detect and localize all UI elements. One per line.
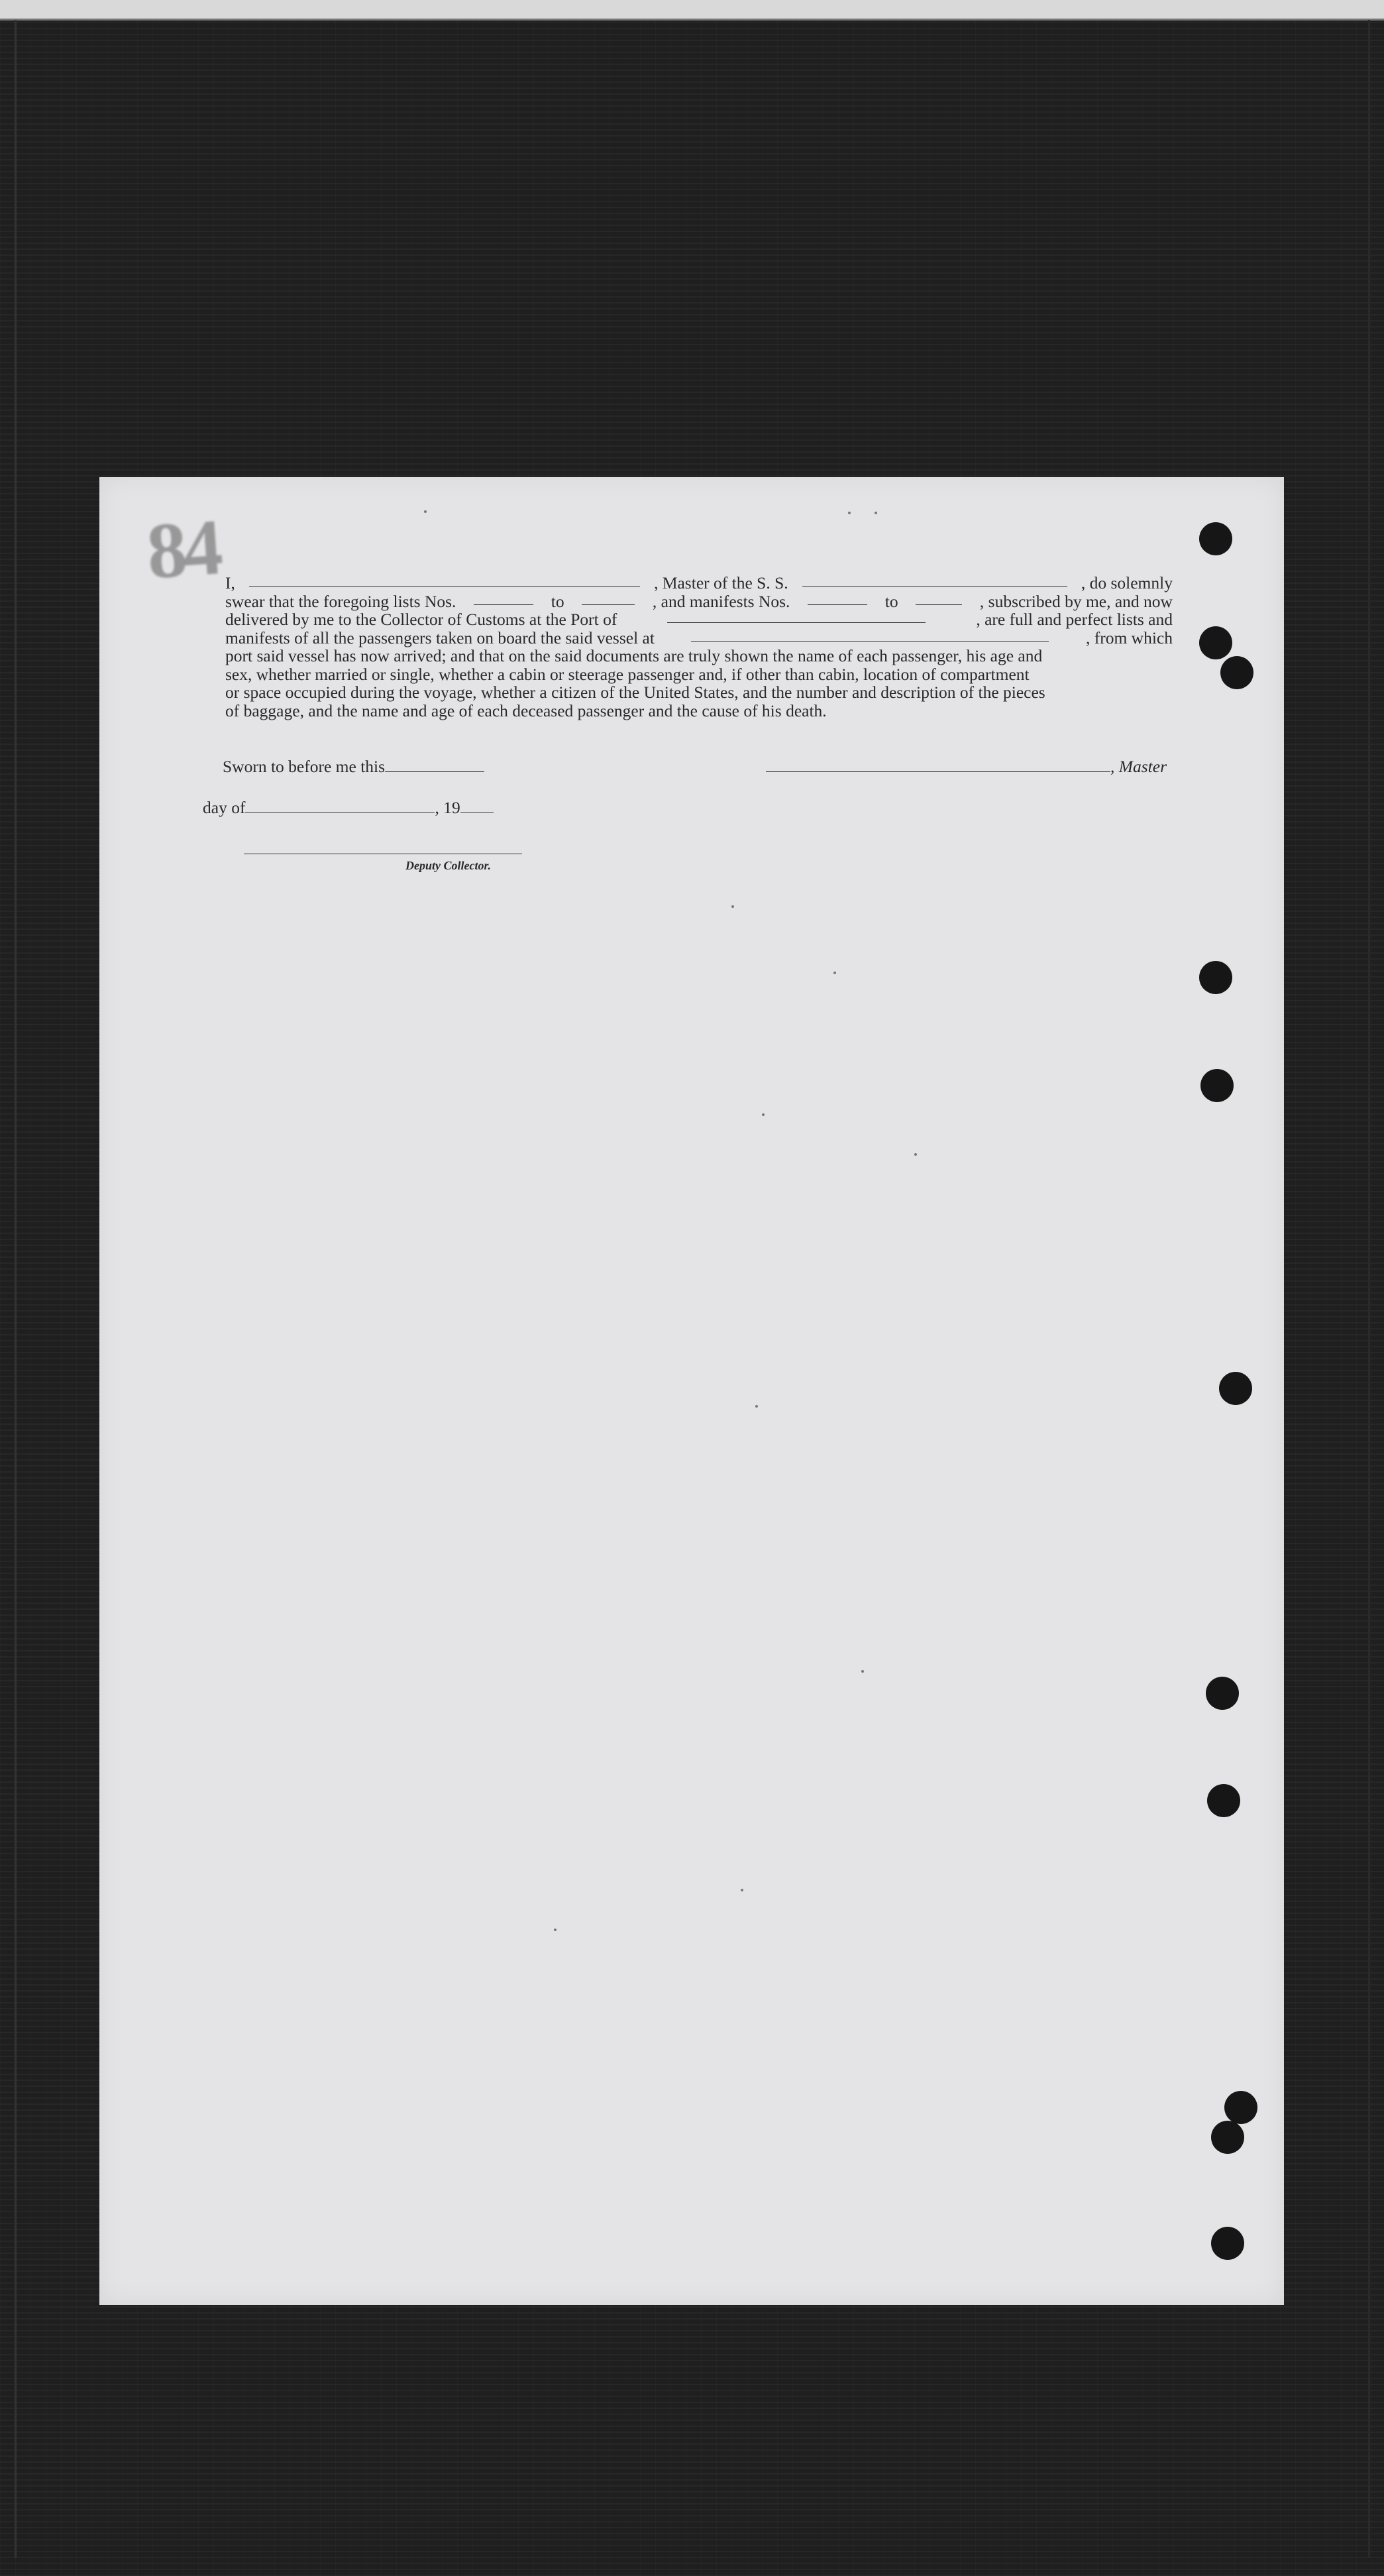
- punch-hole: [1211, 2121, 1244, 2154]
- list-to-blank: [582, 592, 635, 605]
- year-blank: [460, 801, 494, 813]
- punch-hole: [1224, 2091, 1257, 2124]
- punch-hole: [1206, 1677, 1239, 1710]
- master-label: , Master: [1110, 757, 1167, 776]
- stamped-page-number: 84: [144, 502, 222, 596]
- oath-text: , Master of the S. S.: [654, 573, 788, 592]
- punch-hole: [1220, 656, 1253, 689]
- list-from-blank: [474, 592, 533, 605]
- oath-text: , subscribed by me, and now: [979, 591, 1173, 611]
- master-signature-blank: [766, 759, 1110, 772]
- paper-speck: [833, 972, 836, 974]
- master-signature-row: [766, 757, 1167, 777]
- oath-line: sex, whether married or single, whether a cabin or steerage passenger and, if other than cabin, location of compartment: [225, 664, 1030, 684]
- manifest-from-blank: [808, 592, 867, 605]
- oath-text: , do solemnly: [1081, 573, 1173, 592]
- deputy-collector-label: Deputy Collector.: [405, 859, 491, 872]
- oath-line: [225, 574, 1173, 592]
- punch-hole: [1211, 2227, 1244, 2260]
- paper-speck: [861, 1670, 864, 1673]
- paper-speck: [554, 1929, 557, 1931]
- oath-text: I,: [225, 573, 235, 592]
- punch-hole: [1200, 1069, 1234, 1102]
- paper-speck: [424, 510, 427, 513]
- punch-hole: [1199, 626, 1232, 659]
- oath-text: , and manifests Nos.: [652, 591, 790, 611]
- paper-speck: [731, 905, 734, 908]
- oath-line: [225, 592, 1173, 611]
- sworn-date-blank: [385, 759, 484, 772]
- day-of-row: [203, 798, 494, 818]
- punch-hole: [1207, 1784, 1240, 1817]
- paper-speck: [755, 1405, 758, 1408]
- punch-hole: [1199, 522, 1232, 555]
- oath-line: port said vessel has now arrived; and that on the said documents are truly shown the name of each passenger, his age and: [225, 646, 1043, 665]
- paper-speck: [875, 512, 877, 514]
- punch-hole: [1219, 1372, 1252, 1405]
- master-oath: [225, 574, 1173, 720]
- ship-name-blank: [802, 574, 1067, 587]
- oath-text: manifests of all the passengers taken on board the said vessel at: [225, 628, 655, 647]
- oath-text: to: [884, 591, 898, 611]
- manifest-page: [99, 477, 1284, 2305]
- oath-text: , from which: [1085, 628, 1173, 647]
- sworn-row: [223, 757, 484, 777]
- manifest-to-blank: [916, 592, 962, 605]
- film-top-strip: [0, 0, 1384, 21]
- paper-speck: [762, 1113, 765, 1116]
- month-blank: [245, 801, 435, 813]
- oath-line: [225, 629, 1173, 647]
- port-blank: [667, 610, 926, 623]
- paper-speck: [741, 1889, 743, 1891]
- oath-text: , are full and perfect lists and: [976, 610, 1173, 629]
- oath-line: or space occupied during the voyage, whether a citizen of the United States, and the number and description of the pieces: [225, 683, 1045, 702]
- sworn-label: Sworn to before me this: [223, 757, 386, 776]
- punch-hole: [1199, 961, 1232, 994]
- oath-line: of baggage, and the name and age of each deceased passenger and the cause of his death.: [225, 700, 827, 720]
- departure-port-blank: [691, 629, 1049, 642]
- oath-line: [225, 610, 1173, 629]
- oath-text: to: [551, 591, 564, 611]
- master-name-blank: [249, 574, 640, 587]
- year-label: , 19: [435, 798, 460, 817]
- oath-text: delivered by me to the Collector of Customs at the Port of: [225, 610, 617, 629]
- paper-speck: [914, 1153, 917, 1156]
- day-of-label: day of: [203, 798, 246, 817]
- paper-speck: [848, 512, 851, 514]
- oath-text: swear that the foregoing lists Nos.: [225, 591, 456, 611]
